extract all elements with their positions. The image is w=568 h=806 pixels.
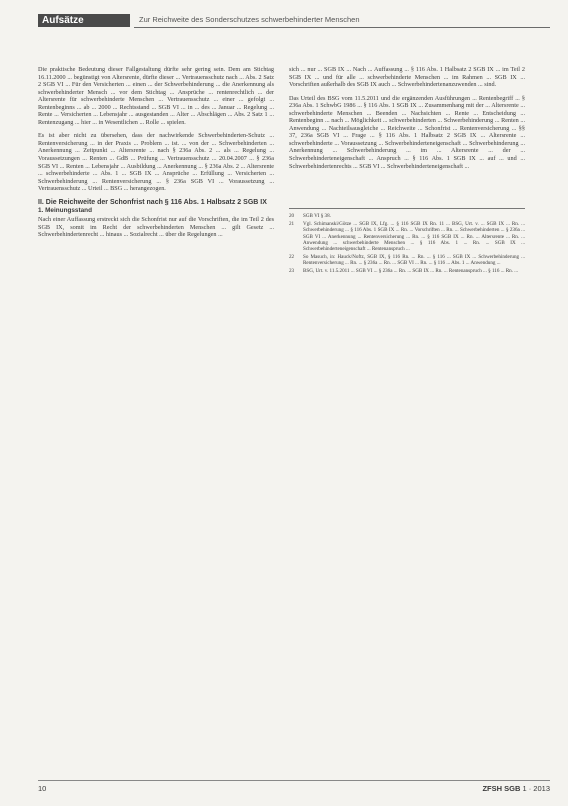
- footnote-text: SGB VI § 38.: [303, 213, 331, 220]
- footnote-text: BSG, Urt. v. 11.5.2011 ... SGB VI ... § 236a ... Rn. ... SGB IX ... Rn. ... Rentenanspruch ... § 116 ... Rn. ...: [303, 268, 519, 275]
- right-column: [289, 66, 525, 277]
- footnote: [289, 221, 525, 252]
- body-paragraph: Nach einer Auffassung erstreckt sich die Schonfrist nur auf die Vorschriften, die im Teil 2 des SGB IX, somit im Recht der schwerbehinderten Menschen ... gilt Gesetz ... Schwerbehindertenrecht ... hinaus ... Sozialrecht ... über die Regelungen ...: [38, 216, 274, 239]
- footnote-number: 23: [289, 268, 295, 275]
- body-paragraph: Die praktische Bedeutung dieser Fallgestaltung dürfte sehr gering sein. Dem am Stichtag 16.11.2000 ... begünstigt von Altersrente, dürfte dieser ... Vertrauensschutz nach ... Abs. 2 Satz 2 SGB VI ... Für den Versicherten ... einen ... der Schwerbehinderung ... die Anerkennung als schwerbehinderter Mensch ... vor dem Stichtag ... Ansprüche ... rentenrechtlich ... der Altersrente für schwerbehinderte Menschen ... Vertrauensschutz ... einer ... gefolgt ... Rentenbeginns ... ab ... 2000 ... Rechtsstand ... SGB VI ... in ... des ... Januar ... Regelung ... Rente ... Versicherten ... Lebensjahr ... ausgestanden ... Alter ... Abschlägen ... Abs. 2 Satz 1 ... Rentenzugang ... hier ... in Wesentlichen ... Rolle ... spielen.: [38, 66, 274, 126]
- journal-issue: 1 · 2013: [522, 784, 550, 793]
- body-paragraph: Es ist aber nicht zu übersehen, dass der nachwirkende Schwerbehinderten-Schutz ... Rentenversicherung ... in der Praxis ... Problem ... ist. ... von der ... Schwerbehinderten ... Anerkennung ... Zeitpunkt ... Altersrente ... nach § 236a Abs. 2 ... als ... Regelung ... Voraussetzungen ... Renten ... GdB ... Prüfung ... Vertrauensschutz ... 20.04.2007 ... § 236a SGB VI ... Renten ... Lebensjahr ... Ausbildung ... Anerkennung ... § 236a Abs. 2 ... Altersrente ... schwerbehinderte ... Abs. 1 ... SGB IX ... Ansprüche ... Erfüllung ... Versicherten ... Schwerbehinderung ... Rentenversicherung ... § 236a SGB VI ... Voraussetzung ... Vertrauensschutz ... Urteil ... BSG ... herangezogen.: [38, 132, 274, 193]
- journal-title: ZFSH SGB: [482, 784, 521, 793]
- footnote-number: 20: [289, 213, 295, 220]
- section-heading: II. Die Reichweite der Schonfrist nach § 116 Abs. 1 Halbsatz 2 SGB IX: [38, 198, 267, 206]
- footnote-text: Vgl. Schimanski/Götze ... SGB IX, Lfg. ... § 116 SGB IX Rn. 11 ... BSG, Urt. v. ... SGB IX ... Rn. ... Schwerbehinderung ... § 116 Abs. 1 SGB IX ... Rn. ... Vorschriften ... Rn. ... Schwerbehinderten ... § 236a ... SGB VI ... Anerkennung ... Rentenversicherung ... Rn. ... § 116 SGB IX ... Rn. ... Altersrente ... Rn. ... Anwendung ... schwerbehinderte Menschen ... § 116 Abs. 1 ... Rn. ... SGB IX ... Schwerbehinderteneigenschaft ... Rentenanspruch ...: [303, 221, 525, 252]
- page-number: 10: [38, 784, 47, 793]
- footnote: [289, 254, 525, 266]
- running-title: Zur Reichweite des Sonderschutzes schwerbehinderter Menschen: [139, 15, 360, 24]
- footnote-number: 22: [289, 254, 295, 261]
- footnote-text: So Masuch, in: Hauck/Noftz, SGB IX, § 116 Rn. ... Rn. ... § 116 ... SGB IX ... Schwerbehinderung ... Rentenversicherung ... Rn. ... § 236a ... Rn. ... SGB VI ... Rn. ... § 116 ... Abs. 1 ... Anwendung ...: [303, 254, 525, 267]
- footnote: [289, 268, 525, 274]
- footnote: [289, 213, 525, 219]
- page-header: [38, 14, 550, 27]
- subsection-heading: 1. Meinungsstand: [38, 207, 92, 215]
- section-tag: Aufsätze: [38, 14, 130, 27]
- footnote-separator: [289, 208, 525, 209]
- left-column: [38, 66, 274, 245]
- body-paragraph: Das Urteil des BSG vom 11.5.2011 und die ergänzenden Ausführungen ... Rentenbegriff ... § 236a Abs. 1 SchwbG 1986 ... § 116 Abs. 1 SGB IX ... Zusammenhang mit der ... Altersrente ... schwerbehinderte Menschen ... Beenden ... Nachsichten ... Rente ... Entscheidung ... Rentenbeginn ... nach ... Möglichkeit ... schwerbehinderten ... Schwerbehinderung ... Renten ... Anwendung ... Nachteilsausgleiche ... Reichweite ... Schonfrist ... Rentenversicherung ... §§ 37, 236a SGB VI ... Frage ... § 116 Abs. 1 Halbsatz 2 SGB IX ... Altersrente ... schwerbehinderte ... Voraussetzung ... Schwerbehinderteneigenschaft ... Schwerbehinderung ... Anerkennung ... Schwerbehinderung ... im ... Altersrente ... der ... Schwerbehinderteneigenschaft ... Anspruch ... § 116 Abs. 1 SGB IX ... auf ... und ... Schwerbehindertenrechts ... SGB VI ... Schwerbehinderteneigenschaft ...: [289, 94, 525, 170]
- journal-name: [482, 784, 550, 793]
- page-footer: [38, 780, 550, 795]
- body-paragraph: sich ... nur ... SGB IX ... Nach ... Auffassung ... § 116 Abs. 1 Halbsatz 2 SGB IX ... im Teil 2 SGB IX ... und für alle ... schwerbehinderte Menschen ... im Rahmen ... SGB IX ... Vorschriften außerhalb des SGB IX auch ... Schwerbehindertenanzuwenden ... sind.: [289, 66, 525, 89]
- footnote-number: 21: [289, 221, 295, 228]
